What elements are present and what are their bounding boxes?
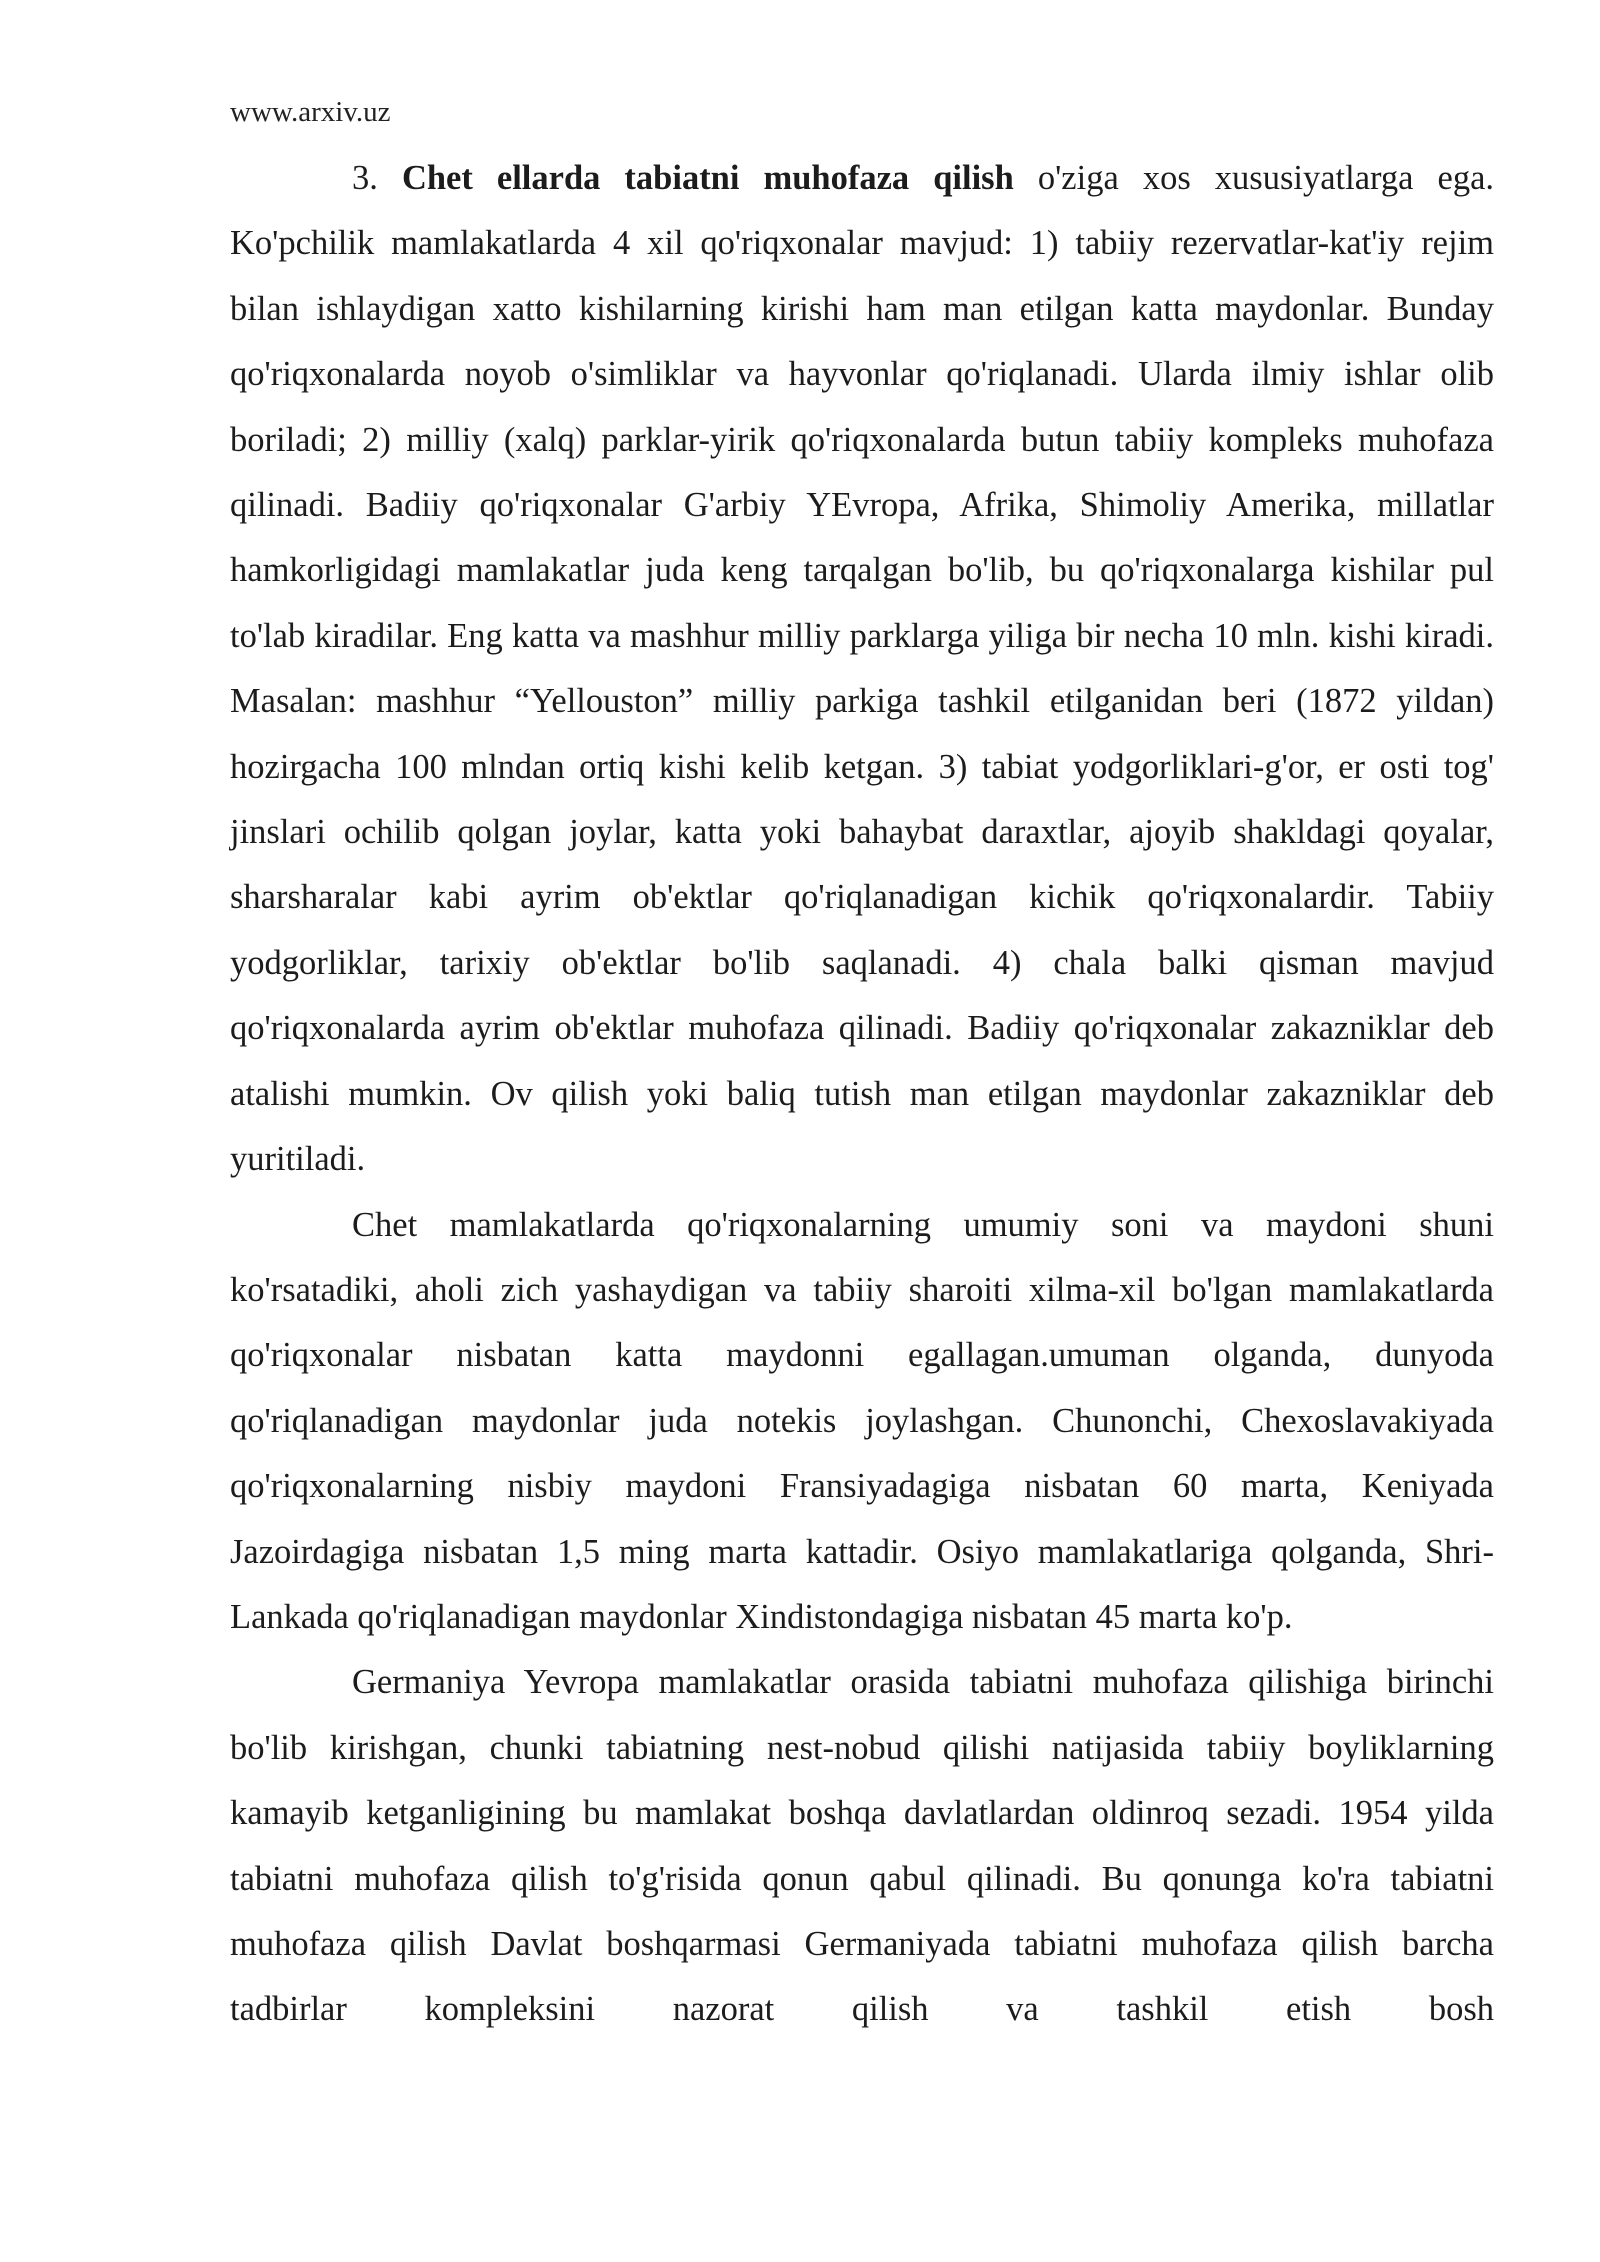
paragraph-2: Chet mamlakatlarda qo'riqxonalarning umumiy soni va maydoni shuni ko'rsatadiki, aholi zich yashaydigan va tabiiy sharoiti xilma-xil bo'lgan mamlakatlarda qo'riqxonalar nisbatan katta maydonni egallagan.umuman olganda, dunyoda qo'riqlanadigan maydonlar juda notekis joylashgan. Chunonchi, Chexoslavakiyada qo'riqxonalarning nisbiy maydoni Fransiyadagiga nisbatan 60 marta, Keniyada Jazoirdagiga nisbatan 1,5 ming marta kattadir. Osiyo mamlakatlariga qolganda, Shri-Lankada qo'riqlanadigan maydonlar Xindistondagiga nisbatan 45 marta ko'p.: [230, 1205, 1494, 1636]
section-number: 3.: [352, 159, 378, 197]
site-header: www.arxiv.uz: [230, 96, 391, 128]
paragraph-1: [230, 146, 1494, 1193]
section-heading: Chet ellarda tabiatni muhofaza qilish: [401, 159, 1014, 197]
paragraph-3: Germaniya Yevropa mamlakatlar orasida tabiatni muhofaza qilishiga birinchi bo'lib kirishgan, chunki tabiatning nest-nobud qilishi natijasida tabiiy boyliklarning kamayib ketganligining bu mamlakat boshqa davlatlardan oldinroq sezadi. 1954 yilda tabiatni muhofaza qilish to'g'risida qonun qabul qilinadi. Bu qonunga ko'ra tabiatni muhofaza qilish Davlat boshqarmasi Germaniyada tabiatni muhofaza qilish barcha tadbirlar kompleksini nazorat qilish va tashkil etish bosh: [230, 1663, 1494, 2029]
document-body: [230, 146, 1494, 2043]
paragraph-1-text: o'ziga xos xususiyatlarga ega. Ko'pchilik mamlakatlarda 4 xil qo'riqxonalar mavjud: 1) tabiiy rezervatlar-kat'iy rejim bilan ishlaydigan xatto kishilarning kirishi ham man etilgan katta maydonlar. Bunday qo'riqxonalarda noyob o'simliklar va hayvonlar qo'riqlanadi. Ularda ilmiy ishlar olib boriladi; 2) milliy (xalq) parklar-yirik qo'riqxonalarda butun tabiiy kompleks muhofaza qilinadi. Badiiy qo'riqxonalar G'arbiy YEvropa, Afrika, Shimoliy Amerika, millatlar hamkorligidagi mamlakatlar juda keng tarqalgan bo'lib, bu qo'riqxonalarga kishilar pul to'lab kiradilar. Eng katta va mashhur milliy parklarga yiliga bir necha 10 mln. kishi kiradi. Masalan: mashhur “Yellouston” milliy parkiga tashkil etilganidan beri (1872 yildan) hozirgacha 100 mlndan ortiq kishi kelib ketgan. 3) tabiat yodgorliklari-g'or, er osti tog' jinslari ochilib qolgan joylar, katta yoki bahaybat daraxtlar, ajoyib shakldagi qoyalar, sharsharalar kabi ayrim ob'ektlar qo'riqlanadigan kichik qo'riqxonalardir. Tabiiy yodgorliklar, tarixiy ob'ektlar bo'lib saqlanadi. 4) chala balki qisman mavjud qo'riqxonalarda ayrim ob'ektlar muhofaza qilinadi. Badiiy qo'riqxonalar zakazniklar deb atalishi mumkin. Ov qilish yoki baliq tutish man etilgan maydonlar zakazniklar deb yuritiladi.: [230, 159, 1495, 1179]
